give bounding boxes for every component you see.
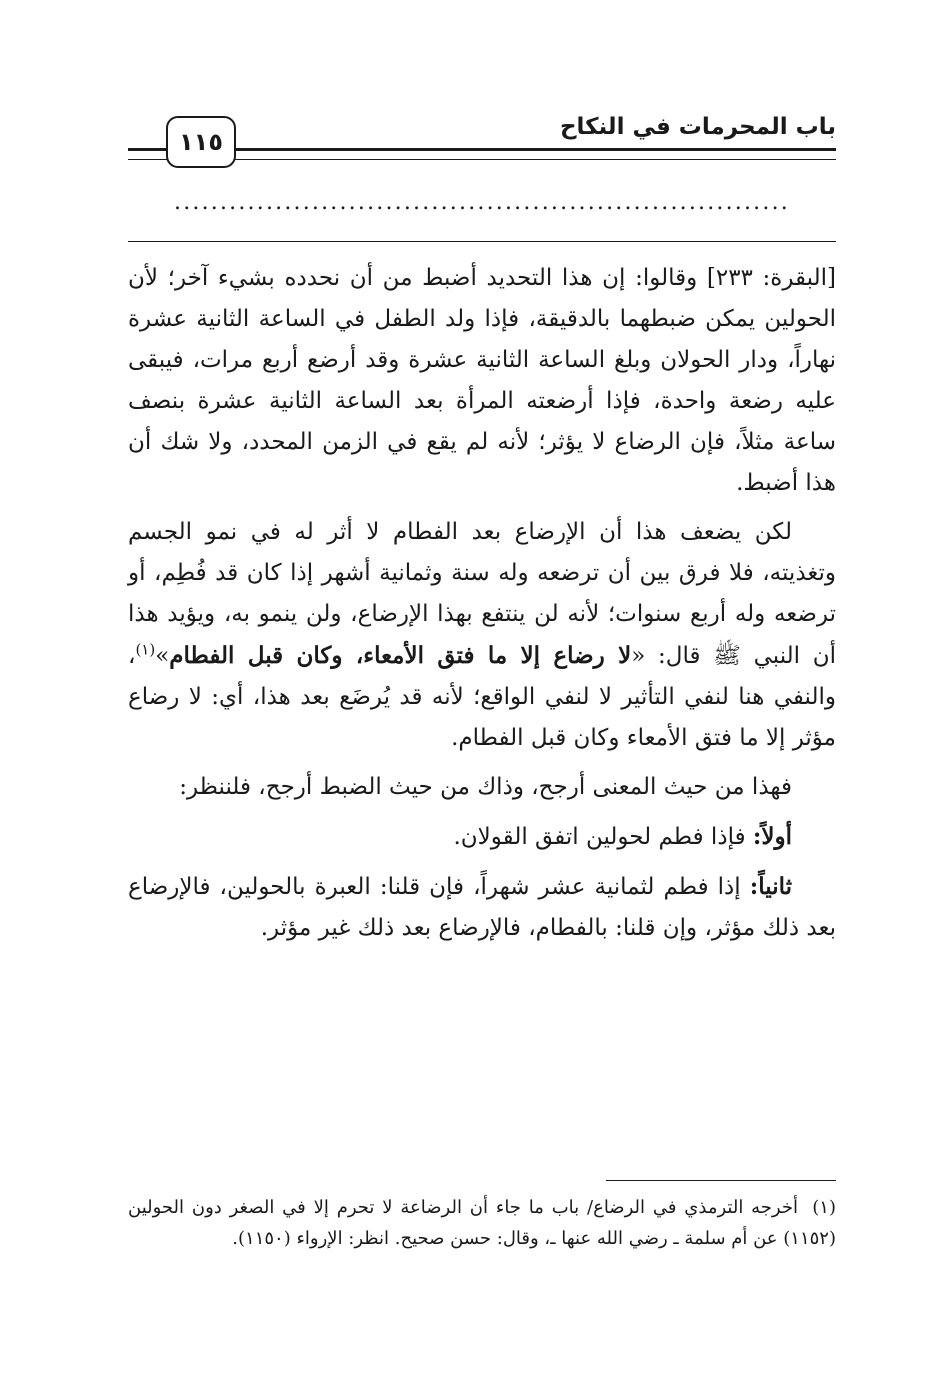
hadith-quote: لا رضاع إلا ما فتق الأمعاء، وكان قبل الفطام — [169, 642, 632, 669]
page-number: ١١٥ — [166, 116, 236, 168]
paragraph-2-text-b: ، والنفي هنا لنفي التأثير لا لنفي الواقع؛ لأنه قد يُرضَع بعد هذا، أي: لا رضاع مؤثر إلا ما فتق الأمعاء وكان قبل الفطام. — [128, 643, 836, 751]
footnote-text: أخرجه الترمذي في الرضاع/ باب ما جاء أن الرضاعة لا تحرم إلا في الصغر دون الحولين (١١٥٢) عن أم سلمة ـ رضي الله عنها ـ، وقال: حسن صحيح. انظر: الإرواء (١١٥٠). — [128, 1197, 836, 1249]
paragraph-3: فهذا من حيث المعنى أرجح، وذاك من حيث الضبط أرجح، فلننظر: — [179, 774, 792, 800]
footnote-marker: (١) — [135, 640, 156, 659]
point-label-second: ثانياً: — [749, 873, 792, 900]
paragraph-2-text-a: لكن يضعف هذا أن الإرضاع بعد الفطام لا أثر له في نمو الجسم وتغذيته، فلا فرق بين أن ترضعه وله سنة وثمانية أشهر إذا كان قد فُطِم، أو ترضعه وله أربع سنوات؛ لأنه لن ينتفع بهذا الإرضاع، ولن ينمو به، ويؤيد هذا أن النبي ﷺ قال: « — [128, 519, 837, 669]
point-text-first: فإذا فطم لحولين اتفق القولان. — [453, 824, 753, 850]
paragraph-4 — [128, 816, 836, 858]
footnote-item — [128, 1192, 836, 1254]
paragraph-2 — [128, 512, 836, 759]
footnotes — [128, 1192, 836, 1254]
chapter-title: باب المحرمات في النكاح — [559, 114, 836, 140]
body-text — [128, 258, 836, 957]
quote-close: » — [155, 643, 170, 669]
dotted-separator: ................................................................... — [174, 190, 790, 215]
point-label-first: أولاً: — [752, 823, 792, 850]
point-text-second: إذا فطم لثمانية عشر شهراً، فإن قلنا: العبرة بالحولين، فالإرضاع بعد ذلك مؤثر، وإن قلنا: بالفطام، فالإرضاع بعد ذلك غير مؤثر. — [128, 874, 836, 941]
paragraph-5 — [128, 866, 836, 949]
footnote-number: (١) — [812, 1197, 836, 1218]
page-header — [128, 106, 836, 166]
paragraph-1: [البقرة: ٢٣٣] وقالوا: إن هذا التحديد أضبط من أن نحدده بشيء آخر؛ لأن الحولين يمكن ضبطهما بالدقيقة، فإذا ولد الطفل في الساعة الثانية عشرة نهاراً، ودار الحولان وبلغ الساعة الثانية عشرة وقد أرضع أربع مرات، فيبقى عليه رضعة واحدة، فإذا أرضعته المرأة بعد الساعة الثانية عشرة بنصف ساعة مثلاً، فإن الرضاع لا يؤثر؛ لأنه لم يقع في الزمن المحدد، ولا شك أن هذا أضبط. — [128, 265, 836, 496]
footnote-rule — [606, 1180, 836, 1181]
top-rule — [128, 241, 836, 242]
